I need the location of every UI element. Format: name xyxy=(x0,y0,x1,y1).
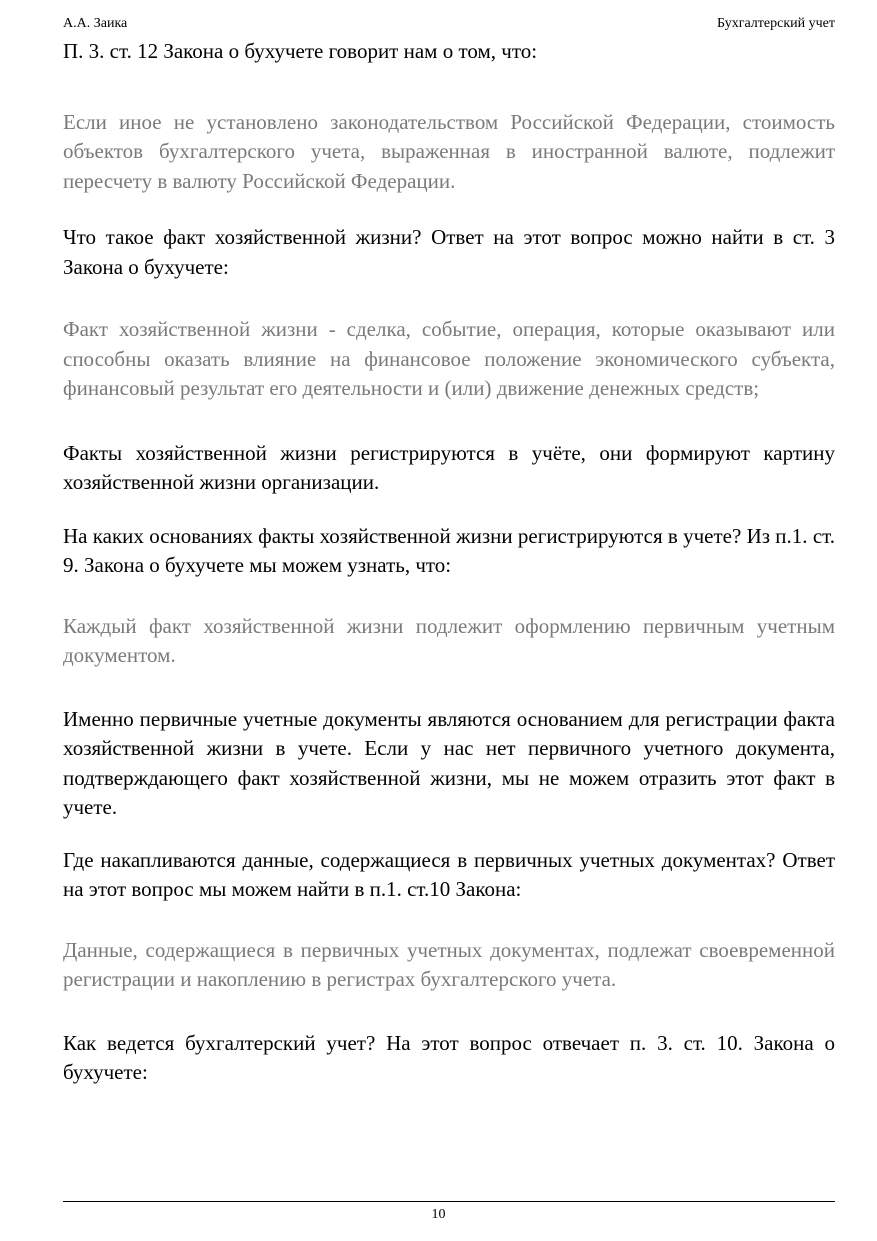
paragraph-primary-documents: Именно первичные учетные документы являются основанием для регистрации факта хозяйственной жизни в учете. Если у нас нет первичного учетного документа, подтверждающего факт хозяйственной жизни, мы не можем отразить этот факт в учете. xyxy=(63,706,835,819)
page-number: 10 xyxy=(431,1207,446,1222)
quote-registers: Данные, содержащиеся в первичных учетных документах, подлежат своевременной регистрации и накоплению в регистрах бухгалтерского учета. xyxy=(63,937,835,991)
paragraph-facts-registered: Факты хозяйственной жизни регистрируются в учёте, они формируют картину хозяйственной жизни организации. xyxy=(63,440,835,494)
page-header xyxy=(63,16,835,36)
paragraph-question-accounting: Как ведется бухгалтерский учет? На этот вопрос отвечает п. 3. ст. 10. Закона о бухучете: xyxy=(63,1030,835,1084)
footer-divider xyxy=(63,1201,835,1202)
paragraph-question-basis: На каких основаниях факты хозяйственной жизни регистрируются в учете? Из п.1. ст. 9. Закона о бухучете мы можем узнать, что: xyxy=(63,523,835,577)
quote-fact-definition: Факт хозяйственной жизни - сделка, событие, операция, которые оказывают или способны оказать влияние на финансовое положение экономического субъекта, финансовый результат его деятельности и (или) движение денежных средств; xyxy=(63,317,835,400)
paragraph-intro: П. 3. ст. 12 Закона о бухучете говорит нам о том, что: xyxy=(63,39,538,63)
quote-primary-document: Каждый факт хозяйственной жизни подлежит оформлению первичным учетным документом. xyxy=(63,613,835,667)
header-author: А.А. Заика xyxy=(63,16,128,31)
quote-currency: Если иное не установлено законодательством Российской Федерации, стоимость объектов бухгалтерского учета, выраженная в иностранной валюте, подлежит пересчету в валюту Российской Федерации. xyxy=(63,109,835,193)
paragraph-question-accumulation: Где накапливаются данные, содержащиеся в первичных учетных документах? Ответ на этот вопрос мы можем найти в п.1. ст.10 Закона: xyxy=(63,847,835,901)
paragraph-question-fact: Что такое факт хозяйственной жизни? Ответ на этот вопрос можно найти в ст. 3 Закона о бухучете: xyxy=(63,225,835,279)
header-title: Бухгалтерский учет xyxy=(717,16,835,31)
document-body xyxy=(63,37,835,1088)
